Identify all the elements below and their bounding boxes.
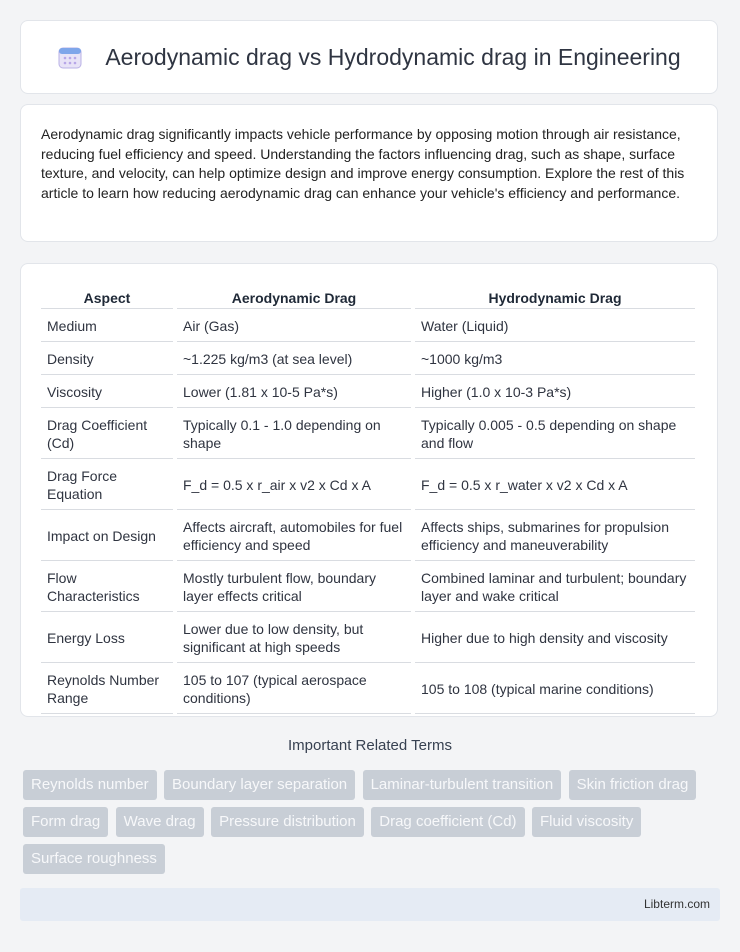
row-hydrodynamic: Water (Liquid) — [415, 311, 695, 342]
related-terms-list — [23, 770, 723, 881]
row-aerodynamic: Lower due to low density, but significant at high speeds — [177, 614, 411, 663]
table-row — [41, 344, 695, 375]
header-aspect: Aspect — [41, 286, 173, 309]
row-aspect: Viscosity — [41, 377, 173, 408]
row-hydrodynamic: Higher due to high density and viscosity — [415, 614, 695, 663]
table-row — [41, 563, 695, 612]
table-row — [41, 614, 695, 663]
row-aspect: Flow Characteristics — [41, 563, 173, 612]
table-row — [41, 665, 695, 714]
row-hydrodynamic: Higher (1.0 x 10-3 Pa*s) — [415, 377, 695, 408]
row-aerodynamic: Mostly turbulent flow, boundary layer effects critical — [177, 563, 411, 612]
row-aerodynamic: F_d = 0.5 x r_air x v2 x Cd x A — [177, 461, 411, 510]
footer-site-link[interactable]: Libterm.com — [643, 897, 710, 911]
table-row — [41, 377, 695, 408]
row-aerodynamic: Affects aircraft, automobiles for fuel efficiency and speed — [177, 512, 411, 561]
row-hydrodynamic: Combined laminar and turbulent; boundary layer and wake critical — [415, 563, 695, 612]
related-term-tag[interactable]: Reynolds number — [23, 770, 157, 800]
footer — [20, 888, 720, 921]
row-aerodynamic: 105 to 107 (typical aerospace conditions) — [177, 665, 411, 714]
related-term-tag[interactable]: Pressure distribution — [211, 807, 364, 837]
intro-card — [20, 104, 718, 242]
related-term-tag[interactable]: Form drag — [23, 807, 108, 837]
table-header-row — [41, 286, 695, 309]
related-term-tag[interactable]: Boundary layer separation — [164, 770, 355, 800]
header-aerodynamic: Aerodynamic Drag — [177, 286, 411, 309]
table-row — [41, 311, 695, 342]
related-term-tag[interactable]: Wave drag — [116, 807, 204, 837]
table-row — [41, 410, 695, 459]
page-title: Aerodynamic drag vs Hydrodynamic drag in Engineering — [105, 43, 681, 70]
row-hydrodynamic: ~1000 kg/m3 — [415, 344, 695, 375]
related-terms-title: Important Related Terms — [288, 737, 452, 754]
row-aerodynamic: ~1.225 kg/m3 (at sea level) — [177, 344, 411, 375]
related-term-tag[interactable]: Drag coefficient (Cd) — [371, 807, 524, 837]
related-term-tag[interactable]: Laminar-turbulent transition — [363, 770, 562, 800]
row-aspect: Reynolds Number Range — [41, 665, 173, 714]
related-term-tag[interactable]: Skin friction drag — [569, 770, 697, 800]
header-card — [20, 20, 718, 94]
row-aerodynamic: Typically 0.1 - 1.0 depending on shape — [177, 410, 411, 459]
row-aspect: Energy Loss — [41, 614, 173, 663]
row-hydrodynamic: 105 to 108 (typical marine conditions) — [415, 665, 695, 714]
related-term-tag[interactable]: Fluid viscosity — [532, 807, 641, 837]
table-row — [41, 461, 695, 510]
row-aerodynamic: Lower (1.81 x 10-5 Pa*s) — [177, 377, 411, 408]
calendar-icon — [57, 44, 83, 70]
row-aspect: Medium — [41, 311, 173, 342]
row-aerodynamic: Air (Gas) — [177, 311, 411, 342]
row-aspect: Drag Coefficient (Cd) — [41, 410, 173, 459]
row-aspect: Drag Force Equation — [41, 461, 173, 510]
header-hydrodynamic: Hydrodynamic Drag — [415, 286, 695, 309]
intro-text: Aerodynamic drag significantly impacts vehicle performance by opposing motion through air resistance, reducing fuel efficiency and speed. Understanding the factors influencing drag, such as shape, surface texture, and velocity, can help optimize design and improve energy consumption. Explore the rest of this article to learn how reducing aerodynamic drag can enhance your vehicle's efficiency and performance. — [41, 126, 685, 201]
row-hydrodynamic: Typically 0.005 - 0.5 depending on shape and flow — [415, 410, 695, 459]
row-hydrodynamic: Affects ships, submarines for propulsion efficiency and maneuverability — [415, 512, 695, 561]
row-hydrodynamic: F_d = 0.5 x r_water x v2 x Cd x A — [415, 461, 695, 510]
row-aspect: Impact on Design — [41, 512, 173, 561]
row-aspect: Density — [41, 344, 173, 375]
comparison-table — [37, 284, 699, 716]
related-term-tag[interactable]: Surface roughness — [23, 844, 165, 874]
table-row — [41, 512, 695, 561]
comparison-card — [20, 263, 718, 717]
